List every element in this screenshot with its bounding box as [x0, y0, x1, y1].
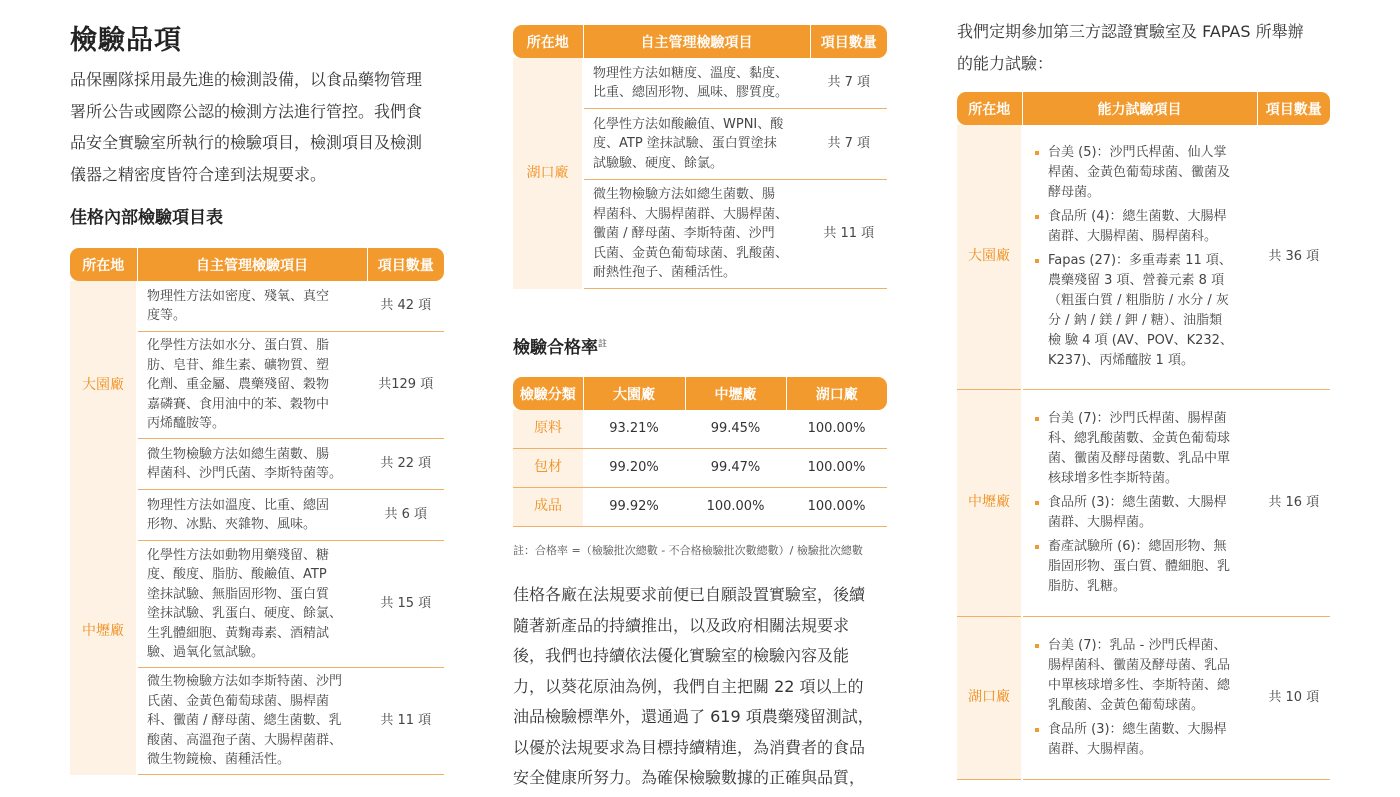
- header-items: 自主管理檢驗項目: [137, 248, 367, 281]
- table-row: [957, 125, 1330, 390]
- count-cell: 共 42 項: [367, 281, 444, 332]
- location-cell: 中壢廠: [957, 390, 1022, 617]
- rate-cell: 99.92%: [583, 488, 685, 527]
- rate-cell: 100.00%: [786, 449, 887, 488]
- count-cell: 共 22 項: [367, 439, 444, 490]
- item-cell: 物理性方法如溫度、比重、總固 形物、冰點、夾雜物、風味。: [137, 490, 367, 541]
- header-dayuan: 大園廠: [583, 377, 685, 410]
- header-count: 項目數量: [810, 25, 887, 58]
- item-cell: 物理性方法如密度、殘氧、真空 度等。: [137, 281, 367, 332]
- count-cell: 共 7 項: [810, 109, 887, 180]
- header-items: 自主管理檢驗項目: [583, 25, 810, 58]
- body-paragraph: 佳格各廠在法規要求前便已自願設置實驗室，後續 隨著新產品的持續推出，以及政府相關法規要求 後，我們也持續依法優化實驗室的檢驗內容及能 力，以葵花原油為例，我們自主把關 22 項以上的 油品檢驗標準外，還通過了 619 項農藥殘留測試， 以優於法規要求為目標持續精進，為消費者的食品 安全健康所努力。為確保檢驗數據的正確與品質，: [513, 585, 874, 787]
- list-item: 台美 (7)：沙門氏桿菌、腸桿菌 科、總乳酸菌數、金黃色葡萄球 菌、黴菌及酵母菌數、乳品中單 核球增多性李斯特菌。: [1035, 409, 1251, 489]
- table-row: [513, 488, 887, 527]
- location-cell: 湖口廠: [957, 617, 1022, 780]
- rate-cell: 99.20%: [583, 449, 685, 488]
- count-cell: 共 15 項: [367, 541, 444, 668]
- item-cell: 微生物檢驗方法如總生菌數、腸 桿菌科、大腸桿菌群、大腸桿菌、 黴菌 / 酵母菌、李斯特菌、沙門 氏菌、金黃色葡萄球菌、乳酸菌、 耐熱性孢子、菌種活性。: [583, 180, 810, 289]
- category-cell: 原料: [513, 410, 583, 449]
- pass-rate-title: 檢驗合格率$^註$: [513, 338, 608, 358]
- header-location: 所在地: [513, 25, 583, 58]
- category-cell: 包材: [513, 449, 583, 488]
- item-cell: 化學性方法如酸鹼值、WPNI、酸 度、ATP 塗抹試驗、蛋白質塗抹 試驗驗、硬度、餘氯。: [583, 109, 810, 180]
- header-hukou: 湖口廠: [786, 377, 887, 410]
- pass-rate-table: [513, 377, 887, 527]
- count-cell: 共 36 項: [1257, 125, 1330, 390]
- hukou-inspection-table: [513, 25, 887, 289]
- list-item: 食品所 (4)：總生菌數、大腸桿 菌群、大腸桿菌、腸桿菌科。: [1035, 207, 1251, 247]
- item-cell: [1022, 125, 1257, 390]
- page-title: 檢驗品項: [70, 25, 182, 56]
- item-cell: 化學性方法如動物用藥殘留、糖 度、酸度、脂肪、酸鹼值、ATP 塗抹試驗、無脂固形物、蛋白質 塗抹試驗、乳蛋白、硬度、餘氯、 生乳體細胞、黃麴毒素、酒精試 驗、過氧化氫試驗。: [137, 541, 367, 668]
- list-item: Fapas (27)：多重毒素 11 項、 農藥殘留 3 項、營養元素 8 項 （粗蛋白質 / 粗脂肪 / 水分 / 灰 分 / 鈉 / 鎂 / 鉀 / 糖）、油脂類 檢 驗 4 項 (AV、POV、K232、 K237)、丙烯醯胺 1 項。: [1035, 251, 1251, 371]
- proficiency-test-table: [957, 92, 1330, 780]
- count-cell: 共 6 項: [367, 490, 444, 541]
- table-row: [957, 617, 1330, 780]
- count-cell: 共 11 項: [367, 668, 444, 775]
- list-item: 台美 (7)：乳品 - 沙門氏桿菌、 腸桿菌科、黴菌及酵母菌、乳品 中單核球增多性、李斯特菌、總 乳酸菌、金黃色葡萄球菌。: [1035, 636, 1251, 716]
- pass-rate-note: 註：合格率 =（檢驗批次總數 - 不合格檢驗批次數總數）/ 檢驗批次總數: [513, 544, 863, 557]
- location-cell: 湖口廠: [513, 58, 583, 289]
- table-row: [70, 490, 444, 541]
- rate-cell: 99.47%: [685, 449, 786, 488]
- header-category: 檢驗分類: [513, 377, 583, 410]
- category-cell: 成品: [513, 488, 583, 527]
- table-row: [957, 390, 1330, 617]
- table-row: [513, 58, 887, 109]
- list-item: 台美 (5)：沙門氏桿菌、仙人掌 桿菌、金黃色葡萄球菌、黴菌及 酵母菌。: [1035, 143, 1251, 203]
- location-cell: 大園廠: [957, 125, 1022, 390]
- rate-cell: 99.45%: [685, 410, 786, 449]
- list-item: 畜產試驗所 (6)：總固形物、無 脂固形物、蛋白質、體細胞、乳 脂肪、乳糖。: [1035, 537, 1251, 597]
- list-item: 食品所 (3)：總生菌數、大腸桿 菌群、大腸桿菌。: [1035, 720, 1251, 760]
- header-items: 能力試驗項目: [1022, 92, 1257, 125]
- item-cell: [1022, 617, 1257, 780]
- table-row: [513, 410, 887, 449]
- count-cell: 共 7 項: [810, 58, 887, 109]
- count-cell: 共 16 項: [1257, 390, 1330, 617]
- header-count: 項目數量: [367, 248, 444, 281]
- header-location: 所在地: [957, 92, 1022, 125]
- count-cell: 共 11 項: [810, 180, 887, 289]
- item-cell: 物理性方法如糖度、溫度、黏度、 比重、總固形物、風味、膠質度。: [583, 58, 810, 109]
- item-cell: 微生物檢驗方法如總生菌數、腸 桿菌科、沙門氏菌、李斯特菌等。: [137, 439, 367, 490]
- rate-cell: 100.00%: [786, 488, 887, 527]
- count-cell: 共129 項: [367, 332, 444, 439]
- internal-inspection-table: [70, 248, 444, 775]
- location-cell: 中壢廠: [70, 490, 137, 775]
- header-zhongli: 中壢廠: [685, 377, 786, 410]
- item-cell: 微生物檢驗方法如李斯特菌、沙門 氏菌、金黃色葡萄球菌、腸桿菌 科、黴菌 / 酵母菌、總生菌數、乳 酸菌、高溫孢子菌、大腸桿菌群、 微生物鏡檢、菌種活性。: [137, 668, 367, 775]
- table-row: [70, 281, 444, 332]
- item-cell: [1022, 390, 1257, 617]
- proficiency-intro: 我們定期參加第三方認證實驗室及 FAPAS 所舉辦 的能力試驗：: [957, 22, 1304, 73]
- list-item: 食品所 (3)：總生菌數、大腸桿 菌群、大腸桿菌。: [1035, 493, 1251, 533]
- internal-table-title: 佳格內部檢驗項目表: [70, 208, 223, 228]
- table-row: [513, 449, 887, 488]
- header-count: 項目數量: [1257, 92, 1330, 125]
- rate-cell: 100.00%: [685, 488, 786, 527]
- rate-cell: 100.00%: [786, 410, 887, 449]
- count-cell: 共 10 項: [1257, 617, 1330, 780]
- item-cell: 化學性方法如水分、蛋白質、脂 肪、皂苷、維生素、礦物質、塑 化劑、重金屬、農藥殘留、穀物 嘉磷賽、食用油中的苯、穀物中 丙烯醯胺等。: [137, 332, 367, 439]
- location-cell: 大園廠: [70, 281, 137, 490]
- intro-paragraph: 品保團隊採用最先進的檢測設備，以食品藥物管理 署所公告或國際公認的檢測方法進行管控。我們食 品安全實驗室所執行的檢驗項目，檢測項目及檢測 儀器之精密度皆符合達到法規要求。: [70, 70, 423, 184]
- rate-cell: 93.21%: [583, 410, 685, 449]
- header-location: 所在地: [70, 248, 137, 281]
